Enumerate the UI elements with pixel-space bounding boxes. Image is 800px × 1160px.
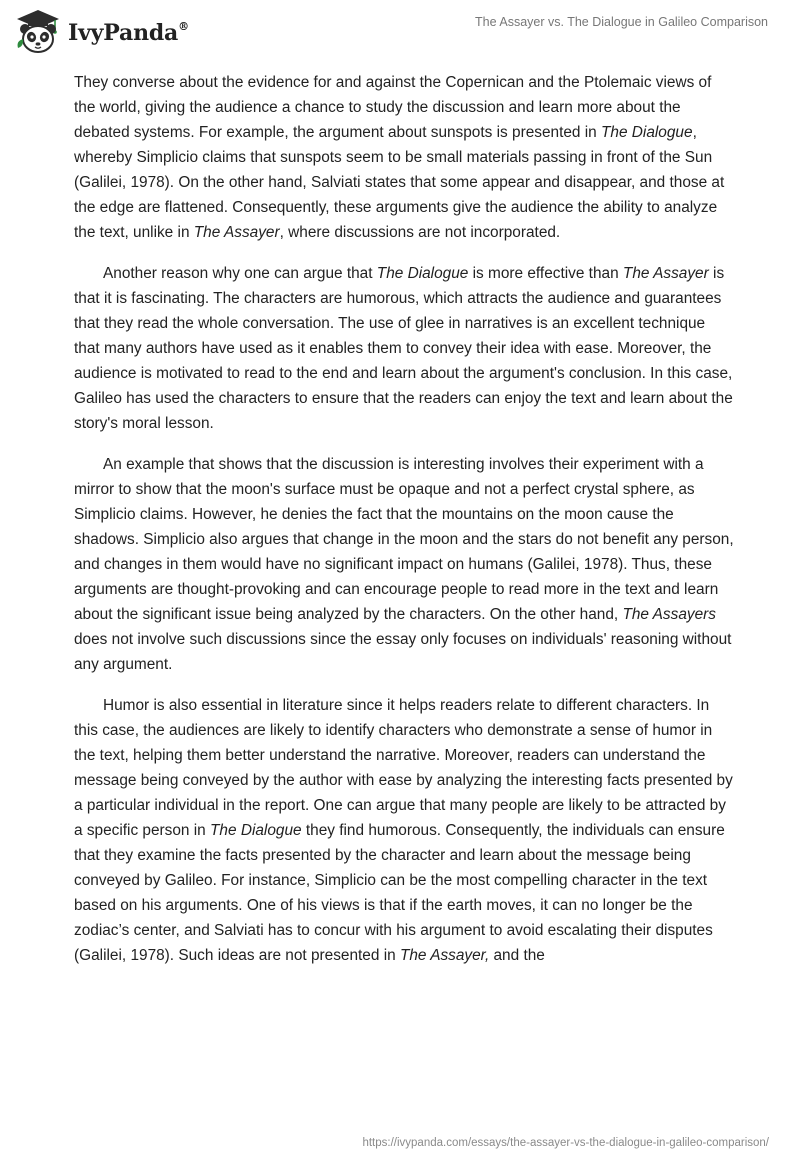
paragraph-text: , where discussions are not incorporated.	[279, 224, 561, 241]
essay-paragraph	[74, 70, 734, 245]
essay-body	[74, 70, 734, 984]
panda-graduate-icon	[14, 8, 62, 56]
essay-paragraph	[74, 261, 734, 436]
paragraph-text: Humor is also essential in literature since it helps readers relate to different characters. In this case, the audiences are likely to identify characters who demonstrate a sense of humor in the text, helping them better understand the narrative. Moreover, readers can understand the message being conveyed by the author with ease by analyzing the interesting facts presented by a particular individual in the report. One can argue that many people are likely to be attracted by a specific person in	[74, 697, 733, 839]
essay-paragraph	[74, 693, 734, 968]
ivypanda-logo[interactable]	[14, 8, 189, 56]
paragraph-text: An example that shows that the discussion is interesting involves their experiment with a mirror to show that the moon's surface must be opaque and not a perfect crystal sphere, as Simplicio claims. However, he denies the fact that the mountains on the moon cause the shadows. Simplicio also argues that change in the moon and the stars do not benefit any person, and changes in them would have no significant impact on humans (Galilei, 1978). Thus, these arguments are thought-provoking and can encourage people to read more in the text and learn about the significant issue being analyzed by the characters. On the other hand,	[74, 456, 734, 623]
paragraph-text: does not involve such discussions since the essay only focuses on individuals' reasoning without any argument.	[74, 631, 732, 673]
book-title-italic: The Dialogue	[376, 265, 469, 282]
essay-paragraph	[74, 452, 734, 677]
source-url[interactable]: https://ivypanda.com/essays/the-assayer-vs-the-dialogue-in-galileo-comparison/	[362, 1137, 769, 1149]
paragraph-text: is that it is fascinating. The characters are humorous, which attracts the audience and guarantees that they read the whole conversation. The use of glee in narratives is an excellent technique that many authors have used as it enables them to convey their idea with ease. Moreover, the audience is motivated to read to the end and learn about the argument's conclusion. In this case, Galileo has used the characters to ensure that the readers can enjoy the text and learn about the story's moral lesson.	[74, 265, 733, 432]
document-title: The Assayer vs. The Dialogue in Galileo Comparison	[475, 15, 768, 29]
book-title-italic: The Assayer,	[399, 947, 490, 964]
book-title-italic: The Assayers	[622, 606, 716, 623]
paragraph-text: is more effective than	[468, 265, 623, 282]
paragraph-text: and the	[489, 947, 545, 964]
paragraph-text: , whereby Simplicio claims that sunspots seem to be small materials passing in front of the Sun (Galilei, 1978). On the other hand, Salviati states that some appear and disappear, and those at the edge are flattened. Consequently, these arguments give the audience the ability to analyze the text, unlike in	[74, 124, 725, 241]
paragraph-text: They converse about the evidence for and against the Copernican and the Ptolemaic views of the world, giving the audience a chance to study the discussion and learn more about the debated systems. For example, the argument about sunspots is presented in	[74, 74, 712, 141]
registered-mark: ®	[178, 19, 189, 33]
page-header	[0, 0, 800, 64]
paragraph-text: they find humorous. Consequently, the individuals can ensure that they examine the facts presented by the character and learn about the message being conveyed by Galileo. For instance, Simplicio can be the most compelling character in the text based on his arguments. One of his views is that if the earth moves, it can no longer be the zodiac’s center, and Salviati has to concur with his argument to avoid escalating their disputes (Galilei, 1978). Such ideas are not presented in	[74, 822, 725, 964]
book-title-italic: The Dialogue	[601, 124, 693, 141]
brand-name	[68, 20, 189, 46]
book-title-italic: The Assayer	[193, 224, 280, 241]
brand-text: IvyPanda	[68, 20, 179, 46]
paragraph-text: Another reason why one can argue that	[103, 265, 377, 282]
book-title-italic: The Assayer	[622, 265, 709, 282]
book-title-italic: The Dialogue	[210, 822, 302, 839]
